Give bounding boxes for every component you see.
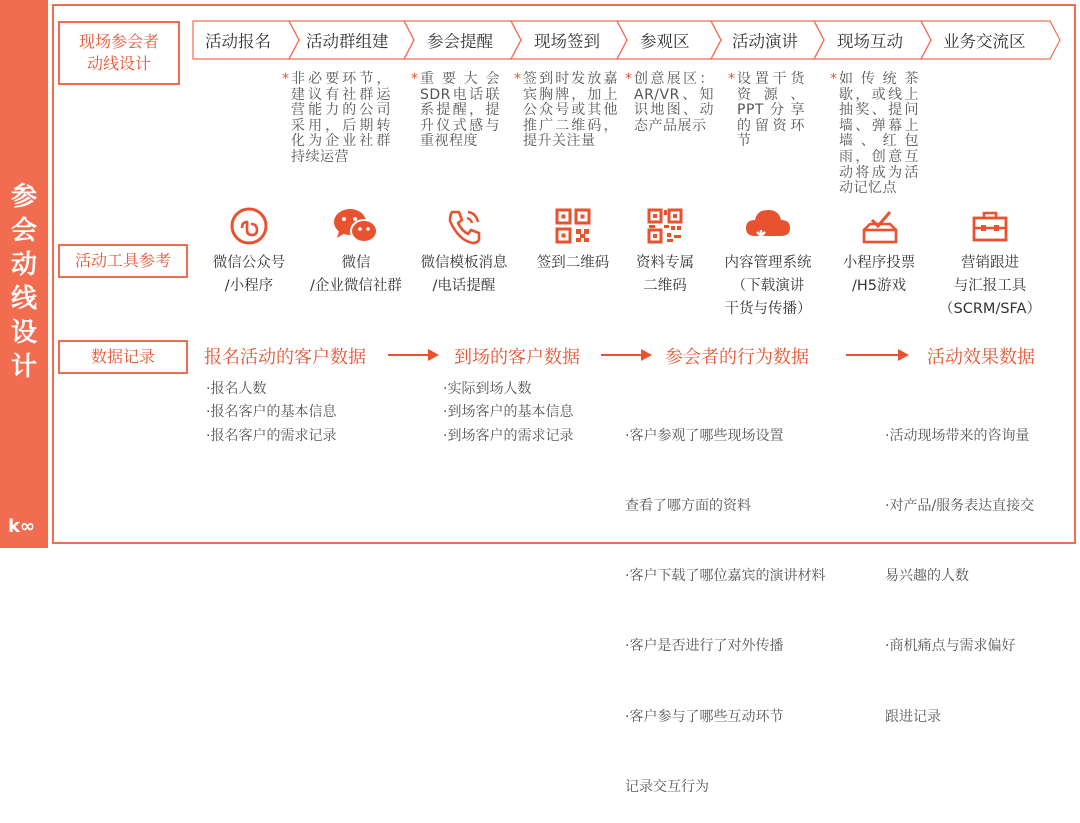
data-item: 易兴趣的人数 (885, 568, 969, 585)
data-column-title: 活动效果数据 (927, 347, 1035, 368)
data-item: ·活动现场带来的咨询量 (885, 427, 1030, 444)
phone-icon (444, 206, 484, 246)
bullet-star: * (514, 71, 522, 87)
qr-code-icon (553, 206, 593, 246)
toolbox-icon (970, 206, 1010, 246)
data-column-title: 参会者的行为数据 (665, 347, 809, 368)
sidebar-title-char: 计 (10, 352, 37, 382)
tool-label: 内容管理系统 (724, 255, 812, 271)
qr-code-icon (645, 206, 685, 246)
tool-label: 微信 (341, 255, 371, 271)
tool-label: /电话提醒 (432, 278, 496, 294)
tool-item (824, 206, 934, 298)
step-description-text: 设置干货资源、PPT分享的留资环节 (737, 71, 805, 150)
sidebar-title-char: 参 (10, 182, 37, 212)
step-3: 参会提醒 (427, 32, 493, 51)
tool-label: 与汇报工具 (953, 278, 1027, 294)
tool-label: 签到二维码 (536, 255, 610, 271)
tool-item (194, 206, 304, 298)
tool-label: （下载演讲 (731, 278, 805, 294)
data-item: 跟进记录 (885, 708, 941, 725)
watermark-logo-icon (8, 514, 42, 536)
tool-label: （SCRM/SFA） (939, 301, 1041, 317)
data-item: ·报名人数 (206, 381, 267, 397)
vote-icon (859, 206, 899, 246)
step-4: 现场签到 (534, 32, 600, 51)
tool-label: 微信模板消息 (420, 255, 508, 271)
svg-text:k∞: k∞ (8, 515, 35, 537)
wechat-icon (331, 206, 381, 246)
tool-label: /企业微信社群 (310, 278, 402, 294)
sidebar (0, 0, 48, 548)
data-column-title: 到场的客户数据 (454, 347, 580, 368)
step-description-text: 创意展区：AR/VR、知识地图、动态产品展示 (634, 71, 714, 134)
step-description-text: 如传统茶歇，或线上抽奖、提问墙、弹幕上墙、红包雨，创意互动将成为活动记忆点 (839, 71, 919, 197)
section-tools-text: 活动工具参考 (74, 251, 171, 270)
tool-item (409, 206, 519, 298)
data-item: ·商机痛点与需求偏好 (885, 638, 1016, 655)
step-description-text: 重要大会SDR电话联系提醒，提升仪式感与重视程度 (420, 71, 500, 150)
data-column-list (443, 378, 573, 448)
tool-item (713, 206, 823, 321)
mini-program-icon (229, 206, 269, 246)
step-description (625, 71, 714, 134)
data-item: ·客户参观了哪些现场设置 (625, 427, 784, 444)
step-description (411, 71, 500, 150)
tool-label: 营销跟进 (961, 255, 1019, 271)
data-column-list (885, 378, 1034, 753)
tool-label: /H5游戏 (851, 278, 906, 294)
data-item: 查看了哪方面的资料 (625, 498, 751, 515)
sidebar-title-char: 设 (10, 318, 37, 348)
bullet-star: * (411, 71, 419, 87)
watermark-text: 大数跨境 (48, 514, 128, 538)
arrow-right-icon (846, 347, 910, 363)
step-8: 业务交流区 (943, 32, 1026, 51)
tool-label: 干货与传播） (724, 301, 812, 317)
sidebar-title-char: 会 (10, 216, 37, 246)
tool-label: 小程序投票 (842, 255, 916, 271)
step-7: 现场互动 (837, 32, 903, 51)
arrow-right-icon (388, 347, 440, 363)
bullet-star: * (830, 71, 838, 87)
step-1: 活动报名 (205, 32, 271, 51)
tool-label: 资料专属 (636, 255, 694, 271)
data-item: ·报名客户的基本信息 (206, 404, 337, 421)
data-item: ·到场客户的需求记录 (443, 427, 574, 444)
tool-label: 二维码 (643, 278, 687, 294)
step-6: 活动演讲 (732, 32, 798, 51)
step-description (830, 71, 919, 197)
step-description (728, 71, 805, 150)
section-flow-text: 现场参会者 动线设计 (78, 32, 159, 73)
tool-item (610, 206, 720, 298)
bullet-star: * (282, 71, 290, 87)
data-column-list (625, 378, 825, 823)
data-column-title: 报名活动的客户数据 (204, 347, 366, 368)
data-item: ·实际到场人数 (443, 381, 532, 397)
data-item: ·到场客户的基本信息 (443, 404, 574, 421)
data-item: ·报名客户的需求记录 (206, 427, 337, 444)
bullet-star: * (728, 71, 736, 87)
data-item: 记录交互行为 (625, 778, 709, 795)
data-item: ·客户是否进行了对外传播 (625, 638, 784, 655)
step-description (282, 71, 391, 166)
tool-item (935, 206, 1045, 321)
data-column-list (206, 378, 336, 448)
data-item: ·客户下载了哪位嘉宾的演讲材料 (625, 568, 826, 585)
tool-label: 微信公众号 (212, 255, 286, 271)
data-item: ·对产品/服务表达直接交 (885, 498, 1035, 515)
cloud-download-icon (743, 206, 793, 246)
step-2: 活动群组建 (306, 32, 389, 51)
section-tools-label (58, 244, 188, 278)
section-data-text: 数据记录 (90, 347, 155, 366)
step-description (514, 71, 618, 150)
tool-item (301, 206, 411, 298)
step-description-text: 非必要环节，建议有社群运营能力的公司采用，后期转化为企业社群持续运营 (291, 71, 391, 165)
step-description-text: 签到时发放嘉宾胸牌，加上公众号或其他推广二维码，提升关注量 (523, 71, 618, 150)
arrow-right-icon (601, 347, 653, 363)
bullet-star: * (625, 71, 633, 87)
sidebar-title-char: 动 (10, 250, 37, 280)
tool-label: /小程序 (224, 278, 274, 294)
data-item: ·客户参与了哪些互动环节 (625, 708, 784, 725)
sidebar-title (0, 180, 48, 384)
section-data-label (58, 340, 188, 374)
sidebar-title-char: 线 (10, 284, 37, 314)
step-5: 参观区 (640, 32, 690, 51)
